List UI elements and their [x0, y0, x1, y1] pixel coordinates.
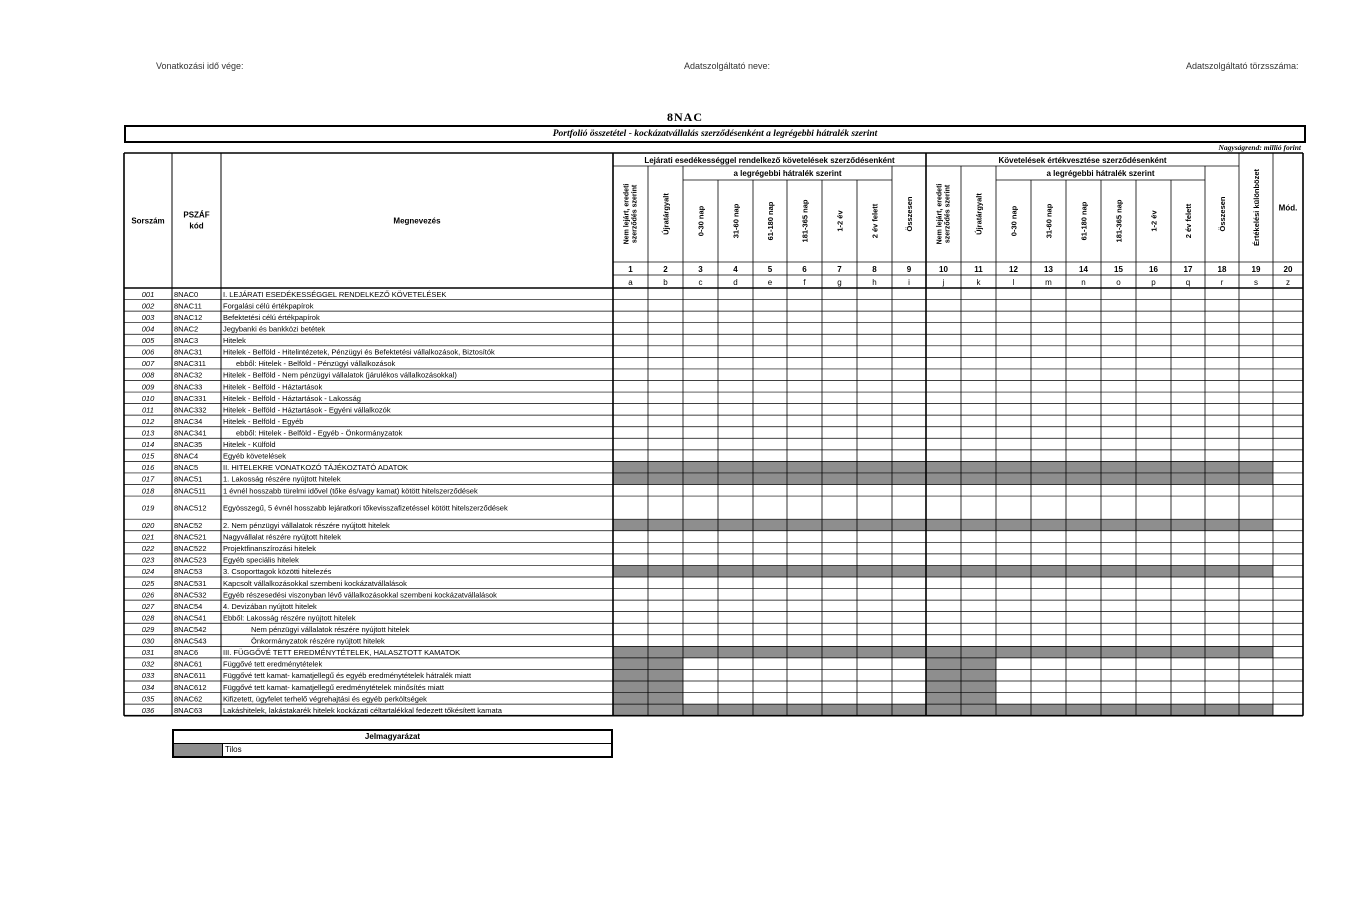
col-header: 181-365 nap	[1114, 199, 1124, 243]
forbidden-cell	[613, 704, 1273, 716]
col-header: Összesen	[905, 196, 914, 232]
row-number: 011	[142, 405, 154, 415]
row-code: 8NAC523	[174, 555, 207, 565]
row-number: 034	[141, 682, 155, 692]
subgroup-header: a legrégebbi hátralék szerint	[1046, 169, 1155, 178]
row-name: Kapcsolt vállalkozásokkal szembeni kockázatvállalások	[223, 578, 407, 588]
row-number: 014	[141, 440, 155, 450]
row-number: 028	[141, 613, 155, 623]
row-number: 027	[141, 601, 155, 611]
row-number: 005	[141, 336, 155, 346]
row-number: 012	[141, 416, 155, 426]
row-name: I. LEJÁRATI ESEDÉKESSÉGGEL RENDELKEZŐ KÖVETELÉSEK	[223, 289, 447, 299]
row-number: 019	[141, 503, 155, 513]
col-letter: f	[803, 278, 806, 287]
col-letter: l	[1012, 278, 1015, 287]
row-code: 8NAC311	[174, 359, 206, 369]
row-number: 018	[141, 486, 155, 496]
legend-title: Jelmagyarázat	[174, 731, 611, 744]
col-letter: q	[1185, 278, 1191, 287]
col-number: 14	[1079, 265, 1088, 274]
row-name: Forgalási célú értékpapírok	[223, 301, 314, 311]
row-number: 008	[141, 370, 155, 380]
row-name: Kifizetett, ügyfelet terhelő végrehajtási és egyéb perköltségek	[223, 694, 427, 704]
col-header: Nem lejárt, eredeti	[623, 183, 631, 245]
row-code: 8NAC531	[174, 578, 207, 588]
row-code: 8NAC611	[174, 671, 206, 681]
col-number: 15	[1114, 265, 1123, 274]
col-header: szerződés szerint	[944, 184, 952, 244]
forbidden-cell	[613, 565, 1273, 577]
row-number: 026	[141, 590, 155, 600]
row-name: II. HITELEKRE VONATKOZÓ TÁJÉKOZTATÓ ADATOK	[223, 463, 409, 473]
col-header: 181-365 nap	[800, 199, 810, 243]
group1-header: Lejárati esedékességgel rendelkező követelések szerződésenként	[644, 156, 895, 165]
row-number: 003	[141, 312, 155, 322]
subgroup-header: a legrégebbi hátralék szerint	[733, 169, 842, 178]
row-name: Hitelek - Belföld - Háztartások	[223, 382, 323, 392]
row-number: 001	[141, 289, 155, 299]
col-header: 0-30 nap	[1009, 205, 1019, 237]
row-name: Hitelek - Belföld - Háztartások - Lakosság	[223, 393, 361, 403]
col-header: Újratárgyalt	[974, 193, 984, 235]
row-number: 017	[141, 474, 155, 484]
col-letter: g	[837, 278, 842, 287]
megnevezes-header: Megnevezés	[393, 216, 441, 226]
col-letter: s	[1254, 278, 1258, 287]
row-number: 004	[141, 324, 155, 334]
sorszam-header: Sorszám	[131, 216, 165, 226]
col-number: 3	[698, 265, 703, 274]
col-number: 8	[872, 265, 877, 274]
col-number: 17	[1183, 265, 1193, 274]
row-name: Jegybanki és bankközi betétek	[223, 324, 326, 334]
row-code: 8NAC511	[174, 486, 206, 496]
col-letter: z	[1286, 278, 1290, 287]
row-code: 8NAC512	[174, 503, 207, 513]
col-number: 18	[1217, 265, 1227, 274]
group2-header: Követelések értékvesztése szerződésenként	[998, 156, 1167, 165]
legend	[172, 729, 613, 758]
row-number: 015	[141, 451, 155, 461]
provider-name-label: Adatszolgáltató neve:	[684, 61, 771, 71]
row-number: 016	[141, 463, 155, 473]
col-header: 1-2 év	[1149, 210, 1159, 232]
row-number: 010	[141, 393, 155, 403]
col-number: 2	[663, 265, 668, 274]
col-number: 4	[733, 265, 738, 274]
row-name: 1. Lakosság részére nyújtott hitelek	[223, 474, 341, 484]
row-name: Nagyvállalat részére nyújtott hitelek	[223, 532, 341, 542]
col-letter: j	[942, 278, 945, 287]
row-name: III. FÜGGŐVÉ TETT EREDMÉNYTÉTELEK, HALASZTOTT KAMATOK	[223, 648, 461, 658]
row-code: 8NAC331	[174, 393, 207, 403]
row-name: Függővé tett kamat- kamatjellegű eredménytételek minősítés miatt	[223, 682, 444, 692]
row-code: 8NAC4	[174, 451, 199, 461]
row-number: 036	[141, 705, 155, 715]
row-name: 3. Csoporttagok közötti hitelezés	[223, 567, 332, 577]
col-letter: i	[908, 278, 910, 287]
row-number: 009	[141, 382, 155, 392]
row-name: 2. Nem pénzügyi vállalatok részére nyújtott hitelek	[223, 520, 390, 530]
forbidden-cell	[613, 519, 1273, 531]
row-code: 8NAC3	[174, 336, 199, 346]
row-name: 4. Devizában nyújtott hitelek	[223, 601, 317, 611]
row-code: 8NAC11	[174, 301, 202, 311]
row-name: Hitelek - Belföld - Hitelintézetek, Pénzügyi és Befektetési vállalkozások, Biztosítók	[223, 347, 495, 357]
unit-note: Nagyságrend: millió forint	[1218, 143, 1301, 152]
row-number: 022	[141, 544, 155, 554]
row-number: 032	[141, 659, 155, 669]
col-letter: n	[1081, 278, 1086, 287]
col-number: 1	[628, 265, 633, 274]
row-code: 8NAC521	[174, 532, 207, 542]
row-name: Befektetési célú értékpapírok	[223, 312, 320, 322]
row-code: 8NAC33	[174, 382, 203, 392]
legend-swatch	[174, 744, 223, 756]
col-number: 12	[1009, 265, 1018, 274]
row-number: 029	[141, 625, 155, 634]
row-name: Egyösszegű, 5 évnél hosszabb lejáratkori tőkevisszafizetéssel kötött hitelszerződések	[223, 503, 508, 513]
row-name: Függővé tett eredménytételek	[223, 659, 323, 669]
col-letter: h	[872, 278, 877, 287]
col-letter: k	[976, 278, 981, 287]
col-header: szerződés szerint	[631, 184, 639, 244]
row-number: 033	[141, 671, 155, 681]
period-label: Vonatkozási idő vége:	[156, 61, 244, 71]
row-code: 8NAC62	[174, 694, 203, 704]
col-letter: p	[1151, 278, 1156, 287]
col-number: 16	[1149, 265, 1158, 274]
forbidden-cell	[613, 473, 1273, 485]
legend-label: Tilos	[225, 745, 242, 754]
col-header: Újratárgyalt	[661, 193, 671, 235]
table-code: 8NAC	[667, 110, 703, 124]
col-number: 11	[974, 265, 983, 274]
row-number: 030	[141, 636, 155, 646]
col-letter: o	[1116, 278, 1121, 287]
row-code: 8NAC341	[174, 428, 207, 438]
row-code: 8NAC54	[174, 601, 203, 611]
row-name: ebből: Hitelek - Belföld - Pénzügyi vállalkozások	[236, 359, 396, 369]
col-number: 9	[906, 265, 912, 274]
row-code: 8NAC332	[174, 405, 207, 415]
forbidden-cell	[613, 646, 1273, 658]
row-code: 8NAC0	[174, 289, 199, 299]
row-code: 8NAC52	[174, 520, 203, 530]
pszaf-header: PSZÁF	[183, 210, 210, 220]
col-letter: r	[1220, 278, 1224, 287]
row-code: 8NAC6	[174, 648, 199, 658]
row-name: Ebből: Lakosság részére nyújtott hitelek	[223, 613, 356, 623]
row-number: 021	[141, 532, 155, 542]
row-name: Hitelek - Külföld	[223, 440, 276, 450]
row-code: 8NAC61	[174, 659, 203, 669]
row-name: Egyéb részesedési viszonyban lévő vállalkozásokkal szembeni kockázatvállalások	[223, 590, 497, 600]
col-letter: c	[698, 278, 703, 287]
col-header: Értékelési különbözet	[1252, 168, 1261, 247]
row-code: 8NAC12	[174, 312, 203, 322]
table-subtitle: Portfolió összetétel - kockázatvállalás szerződésenként a legrégebbi hátralék szerint	[124, 125, 1306, 143]
col-number: 20	[1283, 265, 1293, 274]
row-name: Hitelek - Belföld - Háztartások - Egyéni vállalkozók	[223, 405, 391, 415]
row-code: 8NAC63	[174, 705, 203, 715]
row-number: 013	[141, 428, 155, 438]
row-name: Hitelek	[223, 336, 246, 346]
col-header: 31-60 nap	[731, 203, 741, 239]
row-code: 8NAC522	[174, 544, 207, 554]
col-header: Mód.	[1278, 203, 1298, 213]
row-name: Hitelek - Belföld - Egyéb	[223, 416, 304, 426]
row-number: 035	[141, 694, 155, 704]
row-name: 1 évnél hosszabb türelmi idővel (tőke és/vagy kamat) kötött hitelszerződések	[223, 486, 478, 496]
col-number: 6	[802, 265, 807, 274]
row-name: Projektfinanszírozási hitelek	[223, 544, 316, 554]
row-number: 031	[141, 648, 155, 658]
row-code: 8NAC51	[174, 474, 203, 484]
row-code: 8NAC31	[174, 347, 203, 357]
row-name: Függővé tett kamat- kamatjellegű és egyéb eredménytételek hátralék miatt	[223, 671, 472, 681]
col-header: 2 év felett	[1184, 203, 1193, 239]
row-number: 023	[141, 555, 155, 565]
col-header: 61-180 nap	[766, 201, 775, 241]
row-name: Egyéb speciális hitelek	[223, 555, 299, 565]
row-number: 007	[141, 359, 155, 369]
row-name: Lakáshitelek, lakástakarék hitelek kockázati céltartalékkal fedezett tőkésített kamata	[223, 705, 502, 715]
col-letter: b	[663, 278, 668, 287]
row-number: 025	[141, 578, 155, 588]
col-header: Nem lejárt, eredeti	[936, 183, 944, 245]
col-number: 7	[837, 265, 842, 274]
row-number: 020	[141, 520, 155, 530]
row-code: 8NAC32	[174, 370, 203, 380]
col-letter: d	[733, 278, 738, 287]
col-letter: e	[767, 278, 773, 287]
row-code: 8NAC35	[174, 440, 203, 450]
col-header: 0-30 nap	[696, 205, 706, 237]
col-header: 2 év felett	[870, 203, 880, 239]
row-name: Hitelek - Belföld - Nem pénzügyi vállalatok (járulékos vállalkozásokkal)	[223, 370, 457, 380]
col-header: 1-2 év	[835, 210, 845, 232]
row-name: Egyéb követelések	[223, 451, 286, 461]
row-code: 8NAC542	[174, 625, 207, 634]
col-header: Összesen	[1218, 196, 1227, 232]
row-number: 002	[141, 301, 155, 311]
forbidden-cell	[613, 461, 1273, 473]
col-letter: m	[1045, 278, 1052, 287]
row-number: 024	[141, 567, 155, 577]
row-name: ebből: Hitelek - Belföld - Egyéb - Önkormányzatok	[236, 428, 403, 438]
row-number: 006	[141, 347, 155, 357]
pszaf-header: kód	[189, 221, 204, 231]
col-header: 31-60 nap	[1044, 203, 1054, 239]
row-code: 8NAC543	[174, 636, 207, 646]
col-number: 19	[1251, 265, 1261, 274]
col-letter: a	[628, 278, 633, 287]
row-code: 8NAC5	[174, 463, 199, 473]
col-number: 5	[767, 265, 773, 274]
row-code: 8NAC2	[174, 324, 199, 334]
col-header: 61-180 nap	[1079, 201, 1089, 241]
row-code: 8NAC541	[174, 613, 207, 623]
row-code: 8NAC53	[174, 567, 203, 577]
row-code: 8NAC34	[174, 416, 203, 426]
col-number: 13	[1044, 265, 1053, 274]
col-number: 10	[939, 265, 948, 274]
row-code: 8NAC612	[174, 682, 207, 692]
row-name: Nem pénzügyi vállalatok részére nyújtott hitelek	[251, 625, 410, 634]
row-code: 8NAC532	[174, 590, 207, 600]
row-name: Önkormányzatok részére nyújtott hitelek	[251, 636, 385, 646]
provider-id-label: Adatszolgáltató törzsszáma:	[1186, 61, 1299, 71]
legend-row	[174, 744, 611, 756]
